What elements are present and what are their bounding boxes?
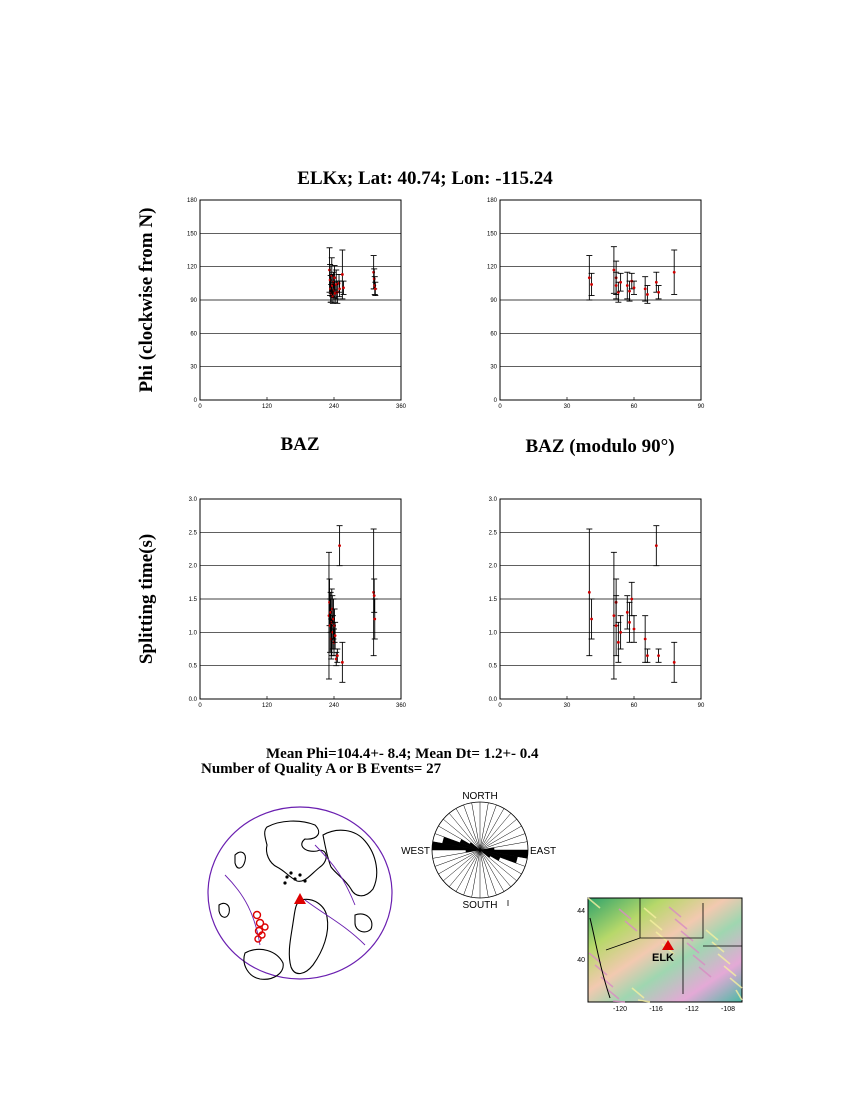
x-tick-label: 360	[395, 703, 407, 709]
globe-map	[205, 805, 395, 985]
x-tick-label: 90	[697, 404, 705, 410]
data-point	[644, 287, 647, 290]
y-tick-label: 2.5	[488, 530, 497, 537]
x-tick-label: 240	[328, 404, 340, 410]
lon-tick-label: -120	[612, 1006, 628, 1013]
regional-map	[570, 895, 750, 1013]
y-tick-label: 0	[493, 398, 497, 404]
x-tick-label: 120	[261, 703, 273, 709]
data-point	[619, 281, 622, 284]
y-tick-label: 0.0	[488, 697, 497, 703]
y-axis-label-dt: Splitting time(s)	[136, 533, 157, 665]
station-label: ELK	[652, 952, 674, 964]
lon-tick-label: -108	[720, 1006, 736, 1013]
data-point	[338, 287, 341, 290]
data-point	[646, 293, 649, 296]
y-tick-label: 0.5	[488, 663, 497, 670]
x-tick-label: 360	[395, 404, 407, 410]
rose-label-east: EAST	[530, 846, 557, 857]
x-tick-label: 0	[498, 404, 502, 410]
station-marker-icon	[294, 893, 306, 904]
data-point	[619, 631, 622, 634]
y-tick-label: 0.5	[188, 663, 197, 670]
data-point	[341, 273, 344, 276]
x-tick-label: 60	[630, 703, 638, 709]
page-title: ELKx; Lat: 40.74; Lon: -115.24	[297, 168, 553, 189]
y-tick-label: 30	[190, 364, 197, 371]
dt-vs-baz-chart	[186, 491, 416, 711]
y-tick-label: 60	[490, 331, 497, 338]
event-count: Number of Quality A or B Events= 27	[201, 761, 442, 777]
y-tick-label: 0.0	[188, 697, 197, 703]
x-tick-label: 120	[261, 404, 273, 410]
x-tick-label: 90	[697, 703, 705, 709]
data-point	[628, 621, 631, 624]
dt-vs-baz-mod90-chart	[486, 491, 716, 711]
lat-tick-label: 44	[577, 908, 585, 915]
y-tick-label: 90	[490, 298, 497, 304]
y-tick-label: 60	[190, 331, 197, 338]
data-point	[673, 271, 676, 274]
data-point	[333, 276, 336, 279]
y-tick-label: 150	[486, 231, 497, 238]
data-point	[373, 618, 376, 621]
y-tick-label: 120	[186, 264, 197, 271]
y-tick-label: 1.5	[188, 597, 197, 603]
data-point	[673, 661, 676, 664]
y-tick-label: 30	[490, 364, 497, 371]
data-point	[657, 654, 660, 657]
data-point	[338, 544, 341, 547]
data-point	[342, 286, 345, 289]
x-tick-label: 60	[630, 404, 638, 410]
lon-tick-label: -116	[649, 1006, 663, 1013]
data-point	[613, 614, 616, 617]
y-tick-label: 180	[186, 198, 197, 204]
x-tick-label: 240	[328, 703, 340, 709]
y-tick-label: 0	[193, 398, 197, 404]
data-point	[655, 544, 658, 547]
x-tick-label: 0	[198, 703, 202, 709]
data-point	[590, 618, 593, 621]
data-point	[655, 281, 658, 284]
y-tick-label: 2.0	[188, 563, 197, 570]
data-point	[626, 284, 629, 287]
x-tick-label: 30	[563, 404, 571, 410]
mean-stats: Mean Phi=104.4+- 8.4; Mean Dt= 1.2+- 0.4	[266, 746, 539, 762]
data-point	[373, 594, 376, 597]
y-tick-label: 1.0	[188, 630, 197, 637]
lat-tick-label: 40	[577, 957, 585, 964]
lon-tick-label: -112	[685, 1006, 699, 1013]
data-point	[615, 624, 618, 627]
y-tick-label: 2.0	[488, 563, 497, 570]
x-tick-label: 0	[198, 404, 202, 410]
data-point	[646, 654, 649, 657]
data-point	[644, 638, 647, 641]
rose-label-west: WEST	[401, 846, 430, 857]
y-tick-label: 120	[486, 264, 497, 271]
data-point	[588, 591, 591, 594]
data-point	[633, 286, 636, 289]
data-point	[588, 276, 591, 279]
y-tick-label: 1.0	[488, 630, 497, 637]
rose-diagram	[398, 788, 568, 912]
y-tick-label: 1.5	[488, 597, 497, 603]
y-tick-label: 180	[486, 198, 497, 204]
data-point	[630, 598, 633, 601]
x-tick-label: 0	[498, 703, 502, 709]
data-point	[633, 628, 636, 631]
data-point	[613, 269, 616, 272]
data-point	[615, 284, 618, 287]
data-point	[617, 641, 620, 644]
rose-label-south: SOUTH	[462, 900, 498, 911]
y-tick-label: 150	[186, 231, 197, 238]
data-point	[336, 654, 339, 657]
phi-vs-baz-mod90-chart	[486, 192, 716, 412]
data-point	[626, 611, 629, 614]
rose-label-north: NORTH	[462, 791, 498, 802]
y-tick-label: 2.5	[188, 530, 197, 537]
x-axis-label-baz-mod90: BAZ (modulo 90°)	[525, 436, 675, 457]
y-tick-label: 3.0	[488, 497, 497, 503]
data-point	[374, 287, 377, 290]
data-point	[628, 290, 631, 293]
data-point	[334, 634, 337, 637]
x-tick-label: 30	[563, 703, 571, 709]
data-point	[590, 283, 593, 286]
data-point	[657, 291, 660, 294]
x-axis-label-baz: BAZ	[280, 434, 320, 455]
y-tick-label: 3.0	[188, 497, 197, 503]
terrain-ridge	[613, 1001, 625, 1002]
y-axis-label-phi: Phi (clockwise from N)	[136, 207, 157, 393]
y-tick-label: 90	[190, 298, 197, 304]
phi-vs-baz-chart	[186, 192, 416, 412]
data-point	[341, 661, 344, 664]
